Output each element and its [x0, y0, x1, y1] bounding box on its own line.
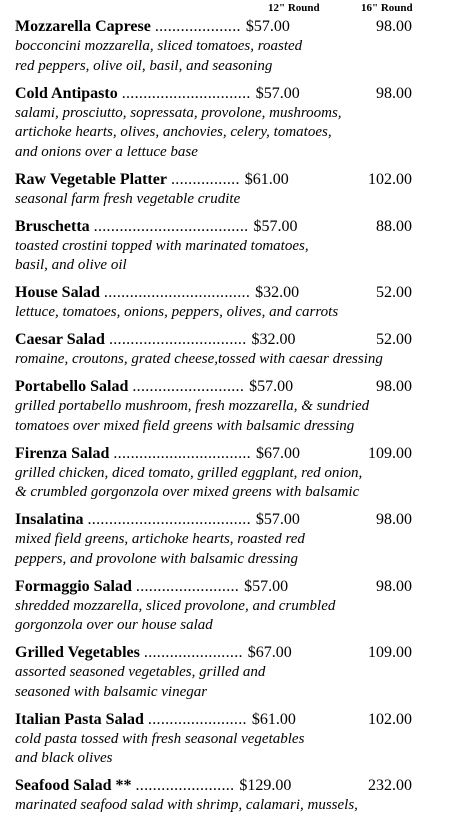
menu-item-line	[15, 83, 455, 104]
dot-leader: ................................	[108, 331, 247, 348]
column-header-12-round: 12" Round	[268, 2, 320, 14]
item-description-line: bocconcini mozzarella, sliced tomatoes, roasted	[15, 38, 303, 54]
menu-item	[15, 443, 455, 503]
item-description-line: tomatoes over mixed field greens with balsamic dressing	[15, 417, 355, 434]
dot-leader: ......................................	[87, 511, 251, 528]
price-16-round: 52.00	[376, 284, 412, 301]
item-name: Portabello Salad	[15, 378, 129, 395]
price-12-round: $57.00	[255, 511, 300, 528]
menu-item	[15, 16, 455, 76]
item-name: Bruschetta	[15, 217, 90, 235]
menu-item-line	[15, 775, 455, 796]
price-12-round: $57.00	[249, 378, 294, 395]
price-16-round: 98.00	[376, 84, 412, 102]
price-12-round: $67.00	[255, 444, 300, 462]
menu-list	[15, 16, 455, 822]
item-name: Caesar Salad	[15, 331, 105, 348]
item-description-line: grilled chicken, diced tomato, grilled eggplant, red onion,	[15, 464, 363, 481]
dot-leader: .......................	[135, 777, 235, 794]
item-name: Cold Antipasto	[15, 84, 118, 102]
item-description-line: cold pasta tossed with fresh seasonal vegetables	[15, 730, 305, 747]
price-12-round: $57.00	[255, 84, 300, 102]
menu-item-line	[15, 376, 455, 397]
menu-item-line	[15, 509, 455, 530]
price-12-round: $32.00	[251, 331, 296, 348]
price-12-round: $32.00	[255, 284, 300, 301]
item-name: Grilled Vegetables	[15, 644, 140, 661]
menu-item-line	[15, 709, 455, 730]
price-16-round: 102.00	[368, 710, 412, 728]
menu-item	[15, 642, 455, 702]
item-description-line: seasonal farm fresh vegetable crudite	[15, 190, 241, 207]
item-description-line: gorgonzola over our house salad	[15, 617, 213, 633]
price-16-round: 98.00	[376, 378, 412, 395]
item-description-line: lettuce, tomatoes, onions, peppers, olives, and carrots	[15, 304, 339, 320]
price-16-round: 88.00	[376, 217, 412, 235]
price-16-round: 232.00	[368, 777, 412, 794]
menu-item-line	[15, 282, 455, 303]
item-description-line: basil, and olive oil	[15, 257, 127, 273]
item-description-line: mixed field greens, artichoke hearts, roasted red	[15, 531, 305, 547]
price-12-round: $61.00	[251, 710, 296, 728]
menu-item	[15, 216, 455, 276]
menu-item-line	[15, 16, 455, 37]
menu-item	[15, 509, 455, 569]
dot-leader: .......................	[147, 710, 247, 728]
menu-item	[15, 329, 455, 370]
menu-item-line	[15, 443, 455, 464]
item-description-line: artichoke hearts, olives, anchovies, celery, tomatoes,	[15, 124, 332, 140]
dot-leader: ..................................	[103, 284, 251, 301]
item-name: Firenza Salad	[15, 444, 110, 462]
menu-item-line	[15, 576, 455, 597]
column-headers	[0, 2, 459, 16]
dot-leader: ..........................	[132, 378, 245, 395]
price-16-round: 52.00	[376, 331, 412, 348]
dot-leader: ..............................	[121, 84, 251, 102]
item-description-line: romaine, croutons, grated cheese,tossed with caesar dressing	[15, 351, 383, 367]
menu-item-line	[15, 329, 455, 350]
item-name: Raw Vegetable Platter	[15, 170, 167, 188]
item-description-line: shredded mozzarella, sliced provolone, and crumbled	[15, 597, 336, 614]
menu-item	[15, 775, 455, 816]
item-name: Seafood Salad **	[15, 777, 132, 794]
price-12-round: $129.00	[239, 777, 292, 794]
dot-leader: ........................	[135, 577, 240, 595]
price-12-round: $57.00	[244, 577, 289, 595]
menu-item-line	[15, 169, 455, 190]
item-description-line: assorted seasoned vegetables, grilled and	[15, 664, 266, 680]
menu-item	[15, 282, 455, 323]
price-16-round: 98.00	[376, 511, 412, 528]
price-16-round: 98.00	[376, 577, 412, 595]
item-name: Italian Pasta Salad	[15, 710, 144, 728]
price-12-round: $67.00	[247, 644, 292, 661]
menu-item-line	[15, 642, 455, 663]
item-description-line: and black olives	[15, 750, 113, 766]
item-description-line: toasted crostini topped with marinated tomatoes,	[15, 237, 309, 254]
item-name: Insalatina	[15, 511, 84, 528]
item-name: House Salad	[15, 284, 100, 301]
menu-item	[15, 709, 455, 769]
item-description-line: salami, prosciutto, sopressata, provolone, mushrooms,	[15, 104, 342, 121]
item-description-line: & crumbled gorgonzola over mixed greens with balsamic	[15, 484, 360, 500]
menu-item	[15, 576, 455, 636]
dot-leader: ....................................	[93, 217, 249, 235]
price-16-round: 109.00	[368, 644, 412, 661]
item-description-line: marinated seafood salad with shrimp, calamari, mussels,	[15, 797, 358, 813]
price-16-round: 98.00	[376, 18, 412, 35]
menu-item	[15, 169, 455, 210]
dot-leader: ....................	[154, 18, 241, 35]
menu-item	[15, 83, 455, 163]
item-name: Formaggio Salad	[15, 577, 132, 595]
price-16-round: 109.00	[368, 444, 412, 462]
item-description-line: seasoned with balsamic vinegar	[15, 683, 208, 700]
price-12-round: $57.00	[245, 18, 290, 35]
item-description-line: peppers, and provolone with balsamic dressing	[15, 550, 299, 567]
column-header-16-round: 16" Round	[361, 2, 413, 14]
item-description-line: and onions over a lettuce base	[15, 143, 198, 160]
price-16-round: 102.00	[368, 170, 412, 188]
dot-leader: ................................	[113, 444, 251, 462]
item-description-line: red peppers, olive oil, basil, and seasoning	[15, 57, 273, 74]
menu-item-line	[15, 216, 455, 237]
price-12-round: $57.00	[253, 217, 298, 235]
price-12-round: $61.00	[244, 170, 289, 188]
menu-item	[15, 376, 455, 436]
item-description-line: grilled portabello mushroom, fresh mozzarella, & sundried	[15, 398, 370, 414]
dot-leader: .......................	[143, 644, 243, 661]
dot-leader: ................	[170, 170, 240, 188]
item-name: Mozzarella Caprese	[15, 18, 151, 35]
